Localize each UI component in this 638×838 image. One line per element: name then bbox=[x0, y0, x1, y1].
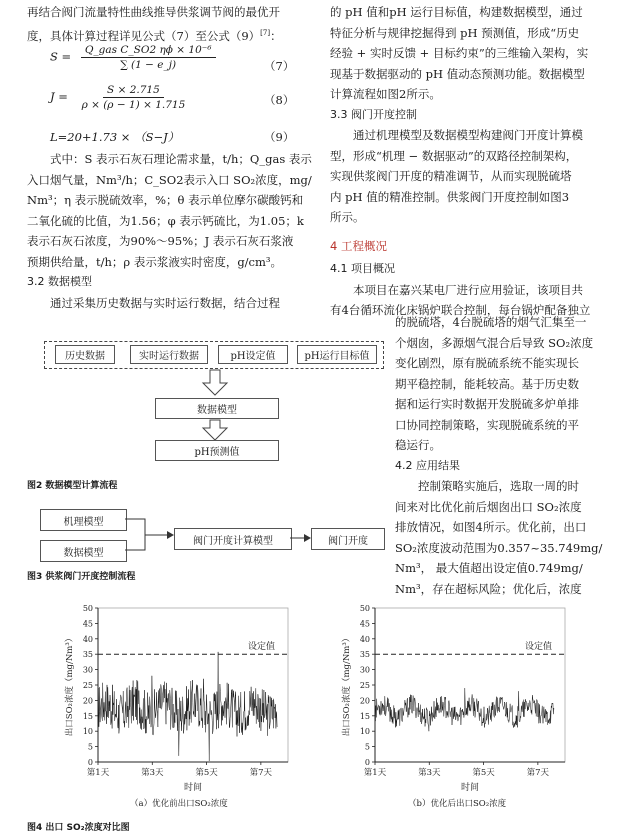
y-tick-label: 50 bbox=[82, 604, 93, 613]
fig3-valve-calc-model: 阀门开度计算模型 bbox=[174, 528, 292, 550]
fig3-arrow bbox=[290, 532, 312, 544]
fig2-arrow-2 bbox=[200, 419, 230, 441]
y-tick-label: 0 bbox=[364, 758, 370, 767]
fig2-input-history: 历史数据 bbox=[55, 345, 115, 364]
y-tick-label: 20 bbox=[82, 696, 93, 706]
y-tick-label: 25 bbox=[82, 681, 93, 690]
equation-9: L=20+1.73 × （S−J） bbox=[50, 130, 180, 144]
y-tick-label: 5 bbox=[364, 742, 370, 752]
fig2-data-model: 数据模型 bbox=[155, 398, 279, 419]
fig4-subcaption-b: （b）优化后出口SO₂浓度 bbox=[408, 799, 507, 809]
y-tick-label: 0 bbox=[87, 758, 93, 767]
x-tick-label: 第3天 bbox=[418, 768, 441, 778]
y-tick-label: 40 bbox=[82, 634, 93, 644]
x-axis-title: 时间 bbox=[183, 783, 203, 793]
fig2-ph-prediction: pH预测值 bbox=[155, 440, 279, 461]
fig2-input-ph-target: pH运行目标值 bbox=[297, 345, 377, 364]
eq8-numerator: S × 2.715 bbox=[103, 84, 164, 98]
left-text-block bbox=[27, 2, 312, 46]
fig2-caption: 图2 数据模型计算流程 bbox=[27, 481, 118, 491]
fig2-input-realtime: 实时运行数据 bbox=[130, 345, 208, 364]
x-tick-label: 第5天 bbox=[472, 768, 495, 778]
x-tick-label: 第1天 bbox=[363, 768, 387, 778]
y-tick-label: 15 bbox=[359, 711, 370, 721]
y-tick-label: 35 bbox=[359, 650, 370, 660]
fig3-connector bbox=[125, 515, 175, 559]
y-tick-label: 25 bbox=[359, 681, 370, 690]
y-tick-label: 20 bbox=[359, 696, 370, 706]
eq8-denominator: ρ × (ρ − 1) × 1.715 bbox=[81, 99, 186, 111]
eq8-number: （8） bbox=[264, 93, 295, 107]
y-tick-label: 50 bbox=[359, 604, 370, 613]
fig2-input-ph-setpoint: pH设定值 bbox=[218, 345, 288, 364]
definitions: 式中：S 表示石灰石理论需求量，t/h；Q_gas 表示 入口烟气量，Nm³/h；C_SO2表示入口 SO₂浓度，mg/ Nm³；η 表示脱硫效率，%；θ 表示单位摩尔碳酸钙和 二氧化硫的比值，为1.56；φ 表示钙硫比，为1.05；k 表示石灰石浓度，为90%～95%；J 表示石灰石浆液 预期供给量，t/h；ρ 表示浆液实时密度，g/cm³。 3.2 数据模型 通过采集历史数据与实时运行数据，结合过程 bbox=[27, 152, 312, 310]
x-tick-label: 第1天 bbox=[86, 768, 110, 778]
x-tick-label: 第5天 bbox=[195, 768, 218, 778]
fig3-caption: 图3 供浆阀门开度控制流程 bbox=[27, 572, 136, 582]
y-tick-label: 30 bbox=[82, 665, 93, 675]
equation-8: J = $\frac{S \times 2.715}{\rho \times (\rho - 1) \times 1.715}$ bbox=[50, 84, 189, 111]
so2-series-line bbox=[98, 652, 277, 761]
fig3-data-model: 数据模型 bbox=[40, 540, 127, 562]
y-axis-title: 出口SO₂浓度（mg/Nm³） bbox=[65, 633, 75, 737]
equation-7: S = $\frac{\text{Q\_gas C\_SO2 ηϕ × 10⁻⁶}}{\sum (1 - e\_j)}$ bbox=[50, 44, 216, 71]
eq9-number: （9） bbox=[264, 130, 295, 144]
so2-series-line bbox=[375, 688, 554, 731]
y-axis-title: 出口SO₂浓度（mg/Nm³） bbox=[342, 633, 352, 737]
x-tick-label: 第7天 bbox=[249, 768, 273, 778]
y-tick-label: 45 bbox=[359, 619, 370, 629]
fig4-chart-after bbox=[337, 598, 575, 798]
fig3-valve-opening: 阀门开度 bbox=[311, 528, 385, 550]
fig4-subcaption-a: （a）优化前出口SO₂浓度 bbox=[130, 799, 228, 809]
setpoint-label: 设定值 bbox=[248, 642, 276, 653]
y-tick-label: 5 bbox=[87, 742, 93, 752]
y-tick-label: 30 bbox=[359, 665, 370, 675]
right-text-block: 的 pH 值和pH 运行目标值，构建数据模型，通过 特征分析与规律挖掘得到 pH 预测值，形成“历史 经验 + 实时反馈 + 目标约束”的三维输入架构，实 现基于数据驱动的 pH 值动态预测功能。数据模型 计算流程如图2所示。 3.3 阀门开度控制 通过机理模型及数据模型构建阀门开度计算模 型，形成“机理 − 数据驱动”的双路径控制架构， 实现供浆阀门开度的精准调节，从而实现脱硫塔 内 pH 值的精准控制。供浆阀门开度控制如图3 所示。 4 工程概况 4.1 项目概况 本项目在嘉兴某电厂进行应用验证，该项目共 有4台循环流化床锅炉联合控制，每台锅炉配备独立 bbox=[330, 2, 620, 321]
eq7-number: （7） bbox=[264, 59, 295, 73]
section-4-heading: 4 工程概况 bbox=[330, 238, 387, 253]
fig4-chart-before bbox=[60, 598, 298, 798]
eq7-denominator: ∑ (1 − e_j) bbox=[120, 59, 177, 71]
y-tick-label: 10 bbox=[359, 727, 370, 737]
eq7-numerator: Q_gas C_SO2 ηϕ × 10⁻⁶ bbox=[81, 44, 216, 58]
y-tick-label: 10 bbox=[82, 727, 93, 737]
y-tick-label: 45 bbox=[82, 619, 93, 629]
para-intro: 再结合阀门流量特性曲线推导供浆调节阀的最优开 度，具体计算过程详见公式（7）至公式（9）[7]： bbox=[27, 5, 282, 43]
y-tick-label: 40 bbox=[359, 634, 370, 644]
x-tick-label: 第3天 bbox=[141, 768, 164, 778]
section-4-2: 4.2 应用结果 bbox=[395, 458, 460, 472]
plot-frame bbox=[98, 608, 288, 762]
fig3-mechanism-model: 机理模型 bbox=[40, 509, 127, 531]
fig2-arrow-1 bbox=[200, 369, 230, 397]
y-tick-label: 35 bbox=[82, 650, 93, 660]
right-text-wrap: 的脱硫塔，4台脱硫塔的烟气汇集至一 个烟囱，多源烟气混合后导致 SO₂浓度 变化剧烈，原有脱硫系统不能实现长 期平稳控制，能耗较高。基于历史数 据和运行实时数据开发脱硫多炉单排 口协同控制策略，实现脱硫系统的平 稳运行。 4.2 应用结果 控制策略实施后，选取一周的时 间来对比优化前后烟囱出口 SO₂浓度 排放情况，如图4所示。优化前，出口 SO₂浓度波动范围为0.357~35.749mg/ Nm³， 最大值超出设定值0.749mg/ Nm³，存在超标风险；优化后，浓度 bbox=[395, 312, 623, 599]
section-4-1: 4.1 项目概况 bbox=[330, 262, 395, 275]
section-3-3: 3.3 阀门开度控制 bbox=[330, 107, 417, 121]
setpoint-label: 设定值 bbox=[525, 642, 553, 653]
y-tick-label: 15 bbox=[82, 711, 93, 721]
plot-frame bbox=[375, 608, 565, 762]
x-tick-label: 第7天 bbox=[526, 768, 550, 778]
fig4-caption: 图4 出口 SO₂浓度对比图 bbox=[27, 823, 130, 833]
x-axis-title: 时间 bbox=[460, 783, 480, 793]
section-3-2: 3.2 数据模型 bbox=[27, 275, 92, 288]
